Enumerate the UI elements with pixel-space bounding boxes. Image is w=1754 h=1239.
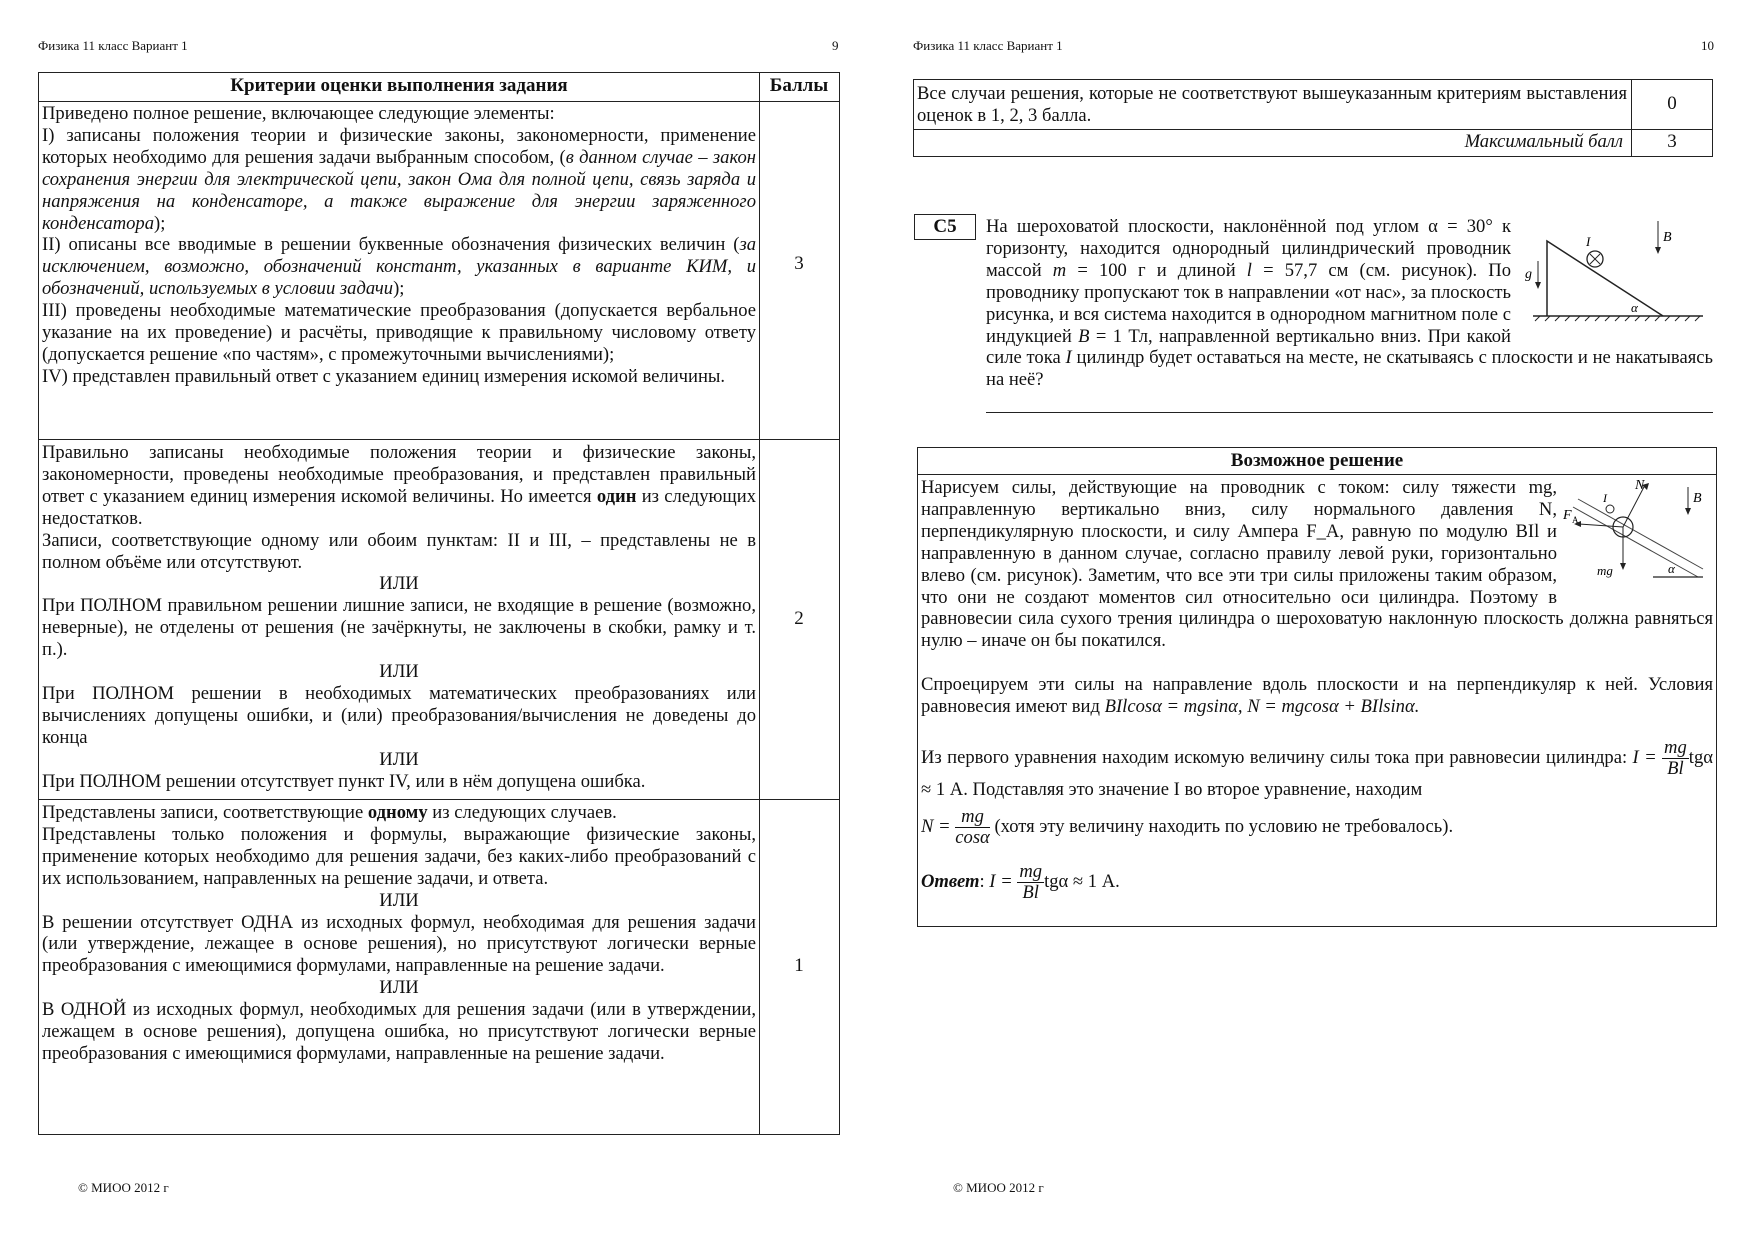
figure-label-N: N (1635, 478, 1645, 493)
criteria-text: ); (154, 212, 166, 234)
task-underline (986, 412, 1713, 413)
criteria-text: Записи, соответствующие одному или обоим пунктам: II и III, – представлены не в полном объёме или отсутствуют. (42, 529, 756, 573)
other-cases-points: 0 (1667, 93, 1677, 114)
page-header: Физика 11 класс Вариант 1 (913, 38, 1063, 53)
max-score-label: Максимальный балл (1464, 131, 1623, 152)
row-divider (39, 439, 839, 440)
criteria-paragraph (42, 683, 756, 749)
criteria-text: III) проведены необходимые математические преобразования (допускается вербальное указание на их проведение) и расчёты, приводящие к правильному числовому ответу (допускается решение «по частям», с промежуточными вычислениями); (42, 300, 756, 365)
criteria-paragraph (42, 125, 756, 235)
criteria-text: из следующих случаев. (427, 802, 617, 823)
fraction-mg-Bl (1662, 738, 1689, 779)
row-divider (39, 799, 839, 800)
solution-paragraph-1: Нарисуем силы, действующие на проводник с током: силу тяжести mg, направленную вертикально вниз, силу нормального давления N, перпендикулярную плоскости, и силу Ампера F_A, равную по модулю BIl и направленную в данном случае, согласно правилу левой руки, горизонтально влево (см. рисунок). Заметим, что все эти три силы приложены таким образом, что они не создают моментов сил относительно оси цилиндра. Поэтому в равновесии сила сухого трения цилиндра о шероховатую наклонную плоскость должна равняться нулю – иначе он бы покатился. (921, 477, 1713, 652)
or-separator: ИЛИ (379, 661, 419, 683)
page-footer: © МИОО 2012 г (78, 1180, 169, 1195)
frac-denominator: Bl (1022, 881, 1039, 903)
answer-fraction (1017, 862, 1044, 903)
criteria-text: ); (393, 278, 405, 300)
frac-numerator: mg (1019, 860, 1043, 882)
solution-paragraph-4: (хотя эту величину находить по условию не требовалось). (989, 815, 1454, 837)
frac-denominator: Bl (1667, 758, 1684, 780)
task-text-a: На шероховатой плоскости, наклонённой под углом α = 30° к горизонту, находится однородный цилиндрический проводник массой (986, 216, 1511, 281)
criteria-paragraph (42, 890, 756, 912)
points-2: 2 (794, 608, 804, 629)
task-text-d: = 1 Тл, направленной вертикально вниз. При какой силе тока (986, 325, 1512, 369)
row-divider (918, 474, 1716, 475)
var-l: l (1246, 259, 1252, 281)
forces-figure (1563, 477, 1713, 589)
criteria-text: Представлены записи, соответствующие (42, 802, 368, 823)
figure-label-alpha: α (1631, 300, 1638, 315)
or-separator: ИЛИ (379, 573, 419, 595)
max-score-value: 3 (1667, 131, 1677, 152)
incline-figure (1523, 216, 1713, 328)
current-result: tgα ≈ 1 А. (921, 746, 1713, 801)
figure-label-FA-sub: A (1572, 515, 1579, 525)
task-label: C5 (914, 214, 976, 240)
solution-paragraph-3: Из первого уравнения находим искомую величину силы тока при равновесии цилиндра: (921, 746, 1633, 768)
solution-title: Возможное решение (1230, 450, 1404, 471)
criteria-paragraph (42, 234, 756, 300)
column-header-points: Баллы (769, 75, 829, 96)
page-number: 10 (1701, 38, 1714, 53)
row-divider (914, 129, 1712, 130)
task-text-b: = 100 г и длиной (1066, 259, 1247, 281)
criteria-text: В ОДНОЙ из исходных формул, необходимых для решения задачи (или в утверждении, лежащем в основе решения), допущена ошибка, но присутствуют логически верные преобразования с имеющимися формулами, направленные на решение задачи. (42, 999, 756, 1064)
frac-denominator: cosα (955, 826, 990, 848)
criteria-paragraph (42, 530, 756, 574)
criteria-paragraph (42, 573, 756, 595)
page-number: 9 (832, 38, 839, 53)
criteria-text: При ПОЛНОМ правильном решении лишние записи, не входящие в решение (возможно, неверные), не отделены от решения (не зачёркнуты, не заключены в скобки, рамку и т. п.). (42, 595, 756, 661)
criteria-text: I) записаны положения теории и физические законы, закономерности, применение которых необходимо для решения задачи выбранным способом, ( (42, 124, 756, 168)
other-cases-text: Все случаи решения, которые не соответствуют вышеуказанным критериям выставления оценок в 1, 2, 3 балла. (917, 83, 1627, 126)
figure-label-FA: F (1563, 508, 1572, 523)
criteria-text: II) описаны все вводимые в решении буквенные обозначения физических величин ( (42, 234, 740, 256)
page-header: Физика 11 класс Вариант 1 (38, 38, 188, 53)
criteria-paragraph (42, 595, 756, 661)
criteria-text: из следующих недостатков. (42, 485, 756, 529)
criteria-text: При ПОЛНОМ решении отсутствует пункт IV, или в нём допущена ошибка. (42, 770, 646, 792)
fraction-mg-cos (955, 807, 990, 848)
criteria-paragraph (42, 661, 756, 683)
var-I: I (1065, 347, 1072, 369)
normal-eq-lhs: N = (921, 815, 951, 837)
solution-body: N B F A I mg α Нарисуем силы, действующие на проводник с током: силу тяжести mg, направленную вертикально вниз, силу нормального давления N, перпендикулярную плоскости, и силу Ампера F_A, равную по модулю BIl и направленную в данном случае, согласно правилу левой руки, горизонтально влево (см. рисунок). Заметим, что все эти три силы приложены таким образом, что они не создают моментов сил относительно оси цилиндра. Поэтому в равновесии сила сухого трения цилиндра о шероховатую наклонную плоскость должна равняться нулю – иначе он бы покатился. Спроецируем эти силы на направление вдоль плоскости и на перпендикуляр к ней. Условия равновесия имеют вид BIlcosα = mgsinα, N = mgcosα + BIlsinα. Из первого уравнения находим искомую величину силы тока при равновесии цилиндра: I = $\frac{mg}{Bl}$ tgα ≈ 1 А. Подставляя это значение I во второе уравнение, находим N = $\frac{mg}{\cos\alpha}$ (хотя эту величину находить по условию не требовалось). Ответ: I = $\frac{mg}{Bl}$ tgα ≈ 1 А. (921, 477, 1713, 903)
var-B: B (1078, 325, 1090, 347)
figure-label-I: I (1603, 491, 1607, 505)
points-3: 3 (794, 253, 804, 274)
criteria-text: В решении отсутствует ОДНА из исходных формул, необходимая для решения задачи (или утверждение, лежащее в основе решения), но присутствуют логически верные преобразования с имеющимися формулами, направленные на решение задачи. (42, 911, 756, 977)
criteria-paragraph (42, 103, 756, 125)
points-1: 1 (794, 955, 804, 976)
column-header-criteria: Критерии оценки выполнения задания (230, 75, 568, 96)
criteria-row-2 (42, 442, 756, 798)
figure-label-I: I (1586, 234, 1591, 249)
answer-lhs: I = (989, 870, 1013, 892)
or-separator: ИЛИ (379, 748, 419, 770)
criteria-paragraph (42, 771, 756, 793)
figure-label-B: B (1693, 491, 1702, 506)
criteria-text: Приведено полное решение, включающее следующие элементы: (42, 103, 555, 124)
criteria-paragraph (42, 999, 756, 1065)
row-divider (39, 101, 839, 102)
criteria-text: При ПОЛНОМ решении в необходимых математических преобразованиях или вычислениях допущены ошибки, и (или) преобразования/вычисления не доведены до конца (42, 682, 756, 748)
score-table (913, 79, 1713, 157)
equilibrium-equations: BIlcosα = mgsinα, N = mgcosα + BIlsinα. (1104, 696, 1420, 718)
answer-result: tgα ≈ 1 А. (1044, 870, 1120, 892)
var-m: m (1052, 259, 1067, 281)
criteria-text: IV) представлен правильный ответ с указанием единиц измерения искомой величины. (42, 365, 726, 387)
criteria-paragraph (42, 300, 756, 366)
solution-table (917, 447, 1717, 927)
criteria-paragraph (42, 912, 756, 978)
solution-paragraph-3b: Подставляя это значение I во второе уравнение, находим (967, 779, 1423, 801)
answer-label: Ответ (921, 870, 980, 892)
criteria-paragraph (42, 977, 756, 999)
criteria-row-3 (42, 103, 756, 437)
criteria-paragraph (42, 442, 756, 530)
criteria-paragraph (42, 824, 756, 890)
criteria-paragraph (42, 749, 756, 771)
criteria-paragraph (42, 366, 756, 388)
criteria-row-1 (42, 802, 756, 1134)
figure-label-g: g (1525, 267, 1532, 282)
criteria-text: Представлены только положения и формулы, выражающие физические законы, применение которых необходимо для решения задачи, без каких-либо преобразований с их использованием, направленных на решение задачи, и ответа. (42, 823, 756, 889)
or-separator: ИЛИ (379, 977, 419, 999)
frac-numerator: mg (1664, 737, 1687, 759)
figure-label-B: B (1663, 230, 1672, 245)
figure-label-mg: mg (1597, 563, 1613, 578)
criteria-text: Правильно записаны необходимые положения теории и физические законы, закономерности, проведены необходимые преобразования, и представлен правильный ответ с указанием единиц измерения искомой величины. Но имеется (42, 442, 756, 507)
or-separator: ИЛИ (379, 889, 419, 911)
criteria-paragraph (42, 802, 756, 824)
criteria-text: в данном случае – закон сохранения энергии для электрической цепи, закон Ома для полной цепи, связь заряда и напряжения на конденсаторе, а также выражение для энергии заряженного конденсатора (42, 146, 756, 234)
current-eq-lhs: I = (1632, 746, 1657, 768)
task-text (986, 216, 1713, 391)
criteria-text: одному (367, 802, 428, 823)
figure-label-alpha: α (1668, 561, 1675, 576)
criteria-table (38, 72, 840, 1135)
criteria-text: за исключением, возможно, обозначений констант, указанных в варианте КИМ, и обозначений, используемых в условии задачи (42, 234, 756, 300)
criteria-text: один (596, 485, 637, 507)
frac-numerator: mg (955, 807, 990, 828)
solution-paragraph-2: Спроецируем эти силы на направление вдоль плоскости и на перпендикуляр к ней. Условия равновесия имеют вид (921, 674, 1713, 718)
page-footer: © МИОО 2012 г (953, 1180, 1044, 1195)
task-text-c: = 57,7 см (см. рисунок). По проводнику пропускают ток в направлении «от нас», за плоскость рисунка, и вся система находится в однородном магнитном поле с индукцией (986, 259, 1512, 347)
task-text-e: цилиндр будет оставаться на месте, не скатываясь с плоскости и не накатываясь на неё? (986, 347, 1713, 391)
